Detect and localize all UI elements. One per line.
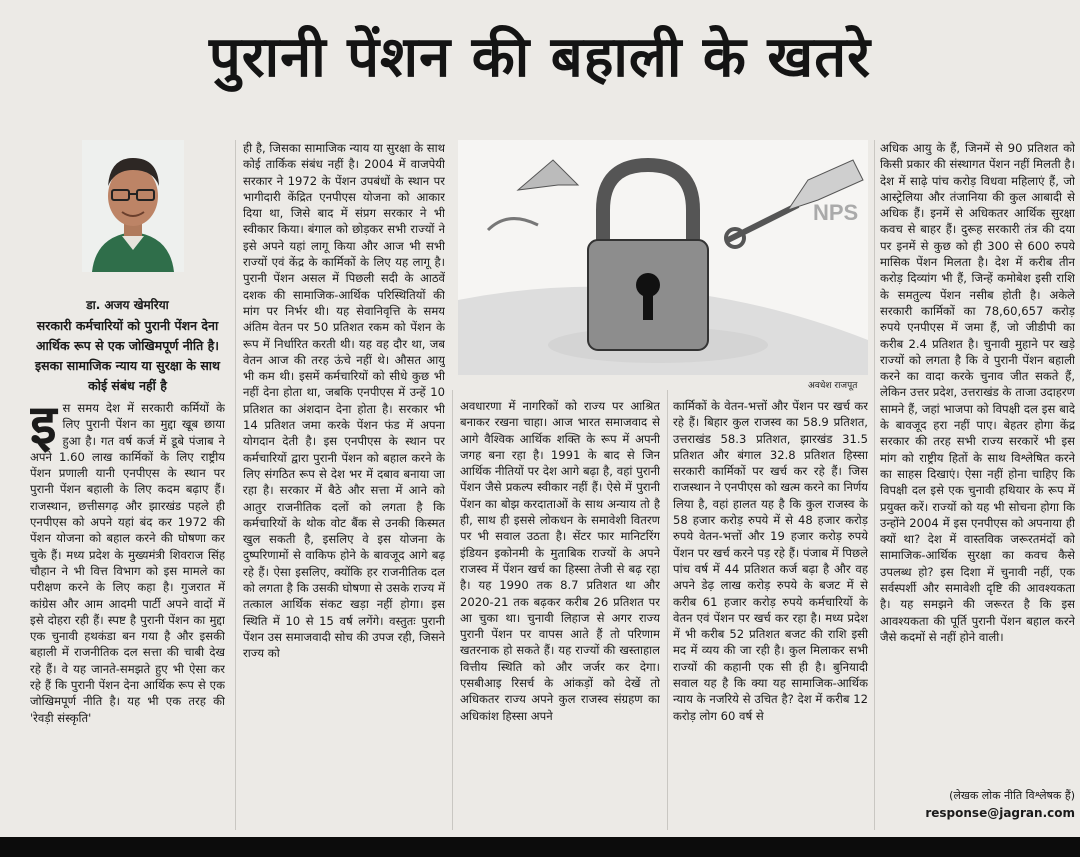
- column-divider: [235, 140, 236, 830]
- author-name: डा. अजय खेमरिया: [86, 298, 169, 312]
- column-1: [30, 400, 225, 830]
- bottom-bar: [0, 837, 1080, 857]
- column-3-text: अवधारणा में नागरिकों को राज्य पर आश्रित बनाकर रखना चाहा। आज भारत समाजवाद से आगे वैश्विक आर्थिक शक्ति के रूप में अपनी जगह बना रहा है। 1991 के बाद से जिन आर्थिक नीतियों पर देश आगे बढ़ा है, वहां पुरानी पेंशन जैसे प्रकल्प स्वीकार नहीं हैं। ऐसे में पुरानी पेंशन का बोझ करदाताओं के साथ अन्याय तो है ही, साथ ही इससे लोकधन के समावेशी वितरण पर भी सवाल उठता है। सेंटर फार मानिटरिंग इंडियन इकोनमी के मुताबिक राज्यों के अपने राजस्व में पेंशन खर्च का हिस्सा तेजी से बढ़ रहा है। यह 1990 तक 8.7 प्रतिशत था और 2020-21 तक बढ़कर करीब 26 प्रतिशत पर आ चुका था। चुनावी लिहाज से अगर राज्य पुरानी पेंशन पर वापस आते हैं तो परिणाम खतरनाक हो सकते हैं। यह राज्यों की खस्ताहाल वित्तीय स्थिति को और जर्जर कर देगा। एसबीआइ रिसर्च के आंकड़ों को देखें तो अधिकतर राज्य अपने कुल राजस्व संग्रहण का अधिकांश हिस्सा अपने: [460, 399, 660, 723]
- column-divider: [452, 390, 453, 830]
- column-1-text: स समय देश में सरकारी कर्मियों के लिए पुरानी पेंशन का मुद्दा खूब छाया हुआ है। गत वर्ष कर्ज में डूबे पंजाब ने अपने 1.60 लाख कार्मिकों के लिए राष्ट्रीय पेंशन प्रणाली यानी एनपीएस के स्थान पर पुरानी पेंशन बहाली के लिए कदम बढ़ाए हैं। राजस्थान, छत्तीसगढ़ और झारखंड पहले ही एनपीएस को अपने यहां बंद कर 1972 की पेंशन योजना को बहाल करने की घोषणा कर चुके हैं। मध्य प्रदेश के मुख्यमंत्री शिवराज सिंह चौहान ने भी वित्त विभाग को इस मामले का परीक्षण करने के लिए कहा है। गुजरात में कांग्रेस और आम आदमी पार्टी अपने वादों में इसे दोहरा रही हैं। स्पष्ट है पुरानी पेंशन का मुद्दा एक चुनावी हथकंडा बन गया है और इसकी बहाली में राजनीतिक दल सत्ता की चाबी देख रहे हैं। वे यह जानते-समझते हुए भी ऐसा कर रहे हैं कि पुरानी पेंशन देना आर्थिक रूप से एक जोखिमपूर्ण नीति है। यह भी एक तरह की 'रेवड़ी संस्कृति': [30, 401, 225, 725]
- column-divider: [874, 140, 875, 830]
- column-5: [880, 140, 1075, 785]
- headline: पुरानी पेंशन की बहाली के खतरे: [208, 25, 872, 90]
- author-quote: सरकारी कर्मचारियों को पुरानी पेंशन देना आर्थिक रूप से एक जोखिमपूर्ण नीति है। इसका सामाजिक न्याय या सुरक्षा के साथ कोई संबंध नहीं है: [35, 318, 220, 393]
- column-2-text: ही है, जिसका सामाजिक न्याय या सुरक्षा के साथ कोई तार्किक संबंध नहीं है। 2004 में वाजपेयी सरकार ने 1972 के पेंशन उपबंधों के स्थान पर भागीदारी केंद्रित एनपीएस योजना को आकार दिया था, जिसे बाद में संप्रग सरकार ने भी स्वीकार किया। बंगाल को छोड़कर सभी राज्यों ने इसे अपने यहां लागू किया और आज भी सभी राज्यों एवं केंद्र के कार्मिकों के लिए यह लागू है। पुरानी पेंशन असल में पिछली सदी के आठवें दशक की सामाजिक-आर्थिक परिस्थितियों की मांग पर निर्भर थी। यह सेवानिवृत्ति के समय अंतिम वेतन पर 50 प्रतिशत रकम को पेंशन के रूप में निर्धारित करती थी। यह वह दौर था, जब वेतन आज की तरह ऊंचे नहीं थे। औसत आयु भी कम थी। इसमें कर्मचारियों को सीधे कुछ भी नहीं देना होता था, जबकि एनपीएस में उन्हें 10 प्रतिशत का अंशदान देना होता है। सरकार भी 14 प्रतिशत जमा करके पेंशन फंड में अपना योगदान देती है। इस एनपीएस के स्थान पर कर्मचारियों द्वारा पुरानी पेंशन को बहाल करने के लिए संगठित रूप से देश भर में दबाव बनाया जा रहा है। सरकार में बैठे और सत्ता में आने को आतुर राजनीतिक दलों को लगता है कि कर्मचारियों के थोक वोट बैंक से उनकी किस्मत खुल सकती है, इसलिए वे इस योजना के दुष्परिणामों से वाकिफ होने के बावजूद आगे बढ़ रहे हैं। ऐसा इसलिए, क्योंकि हर राजनीतिक दल को लगता है कि उसकी घोषणा से उसके राज्य में तत्काल आर्थिक संकट खड़ा नहीं होगा। इस स्थिति में 10 से 15 वर्ष लगेंगे। वस्तुतः पुरानी पेंशन उस समाजवादी सोच की उपज रही, जिसने राज्य को: [243, 141, 445, 661]
- column-4: [673, 398, 868, 830]
- response-email[interactable]: response@jagran.com: [925, 806, 1075, 820]
- author-photo: [82, 140, 184, 272]
- cartoon-label: NPS: [813, 200, 859, 225]
- column-5-text: अधिक आयु के हैं, जिनमें से 90 प्रतिशत को किसी प्रकार की संस्थागत पेंशन नहीं मिलती है। देश में साढ़े पांच करोड़ विधवा महिलाएं हैं, जो आस्ट्रेलिया और तंजानिया की कुल आबादी से अधिक हैं। इनमें से अधिकतर आर्थिक सुरक्षा कवच से बाहर हैं। दुरूह सरकारी तंत्र की दया पर इनमें से कुछ को ही 300 से 600 रुपये मासिक पेंशन मिलता है। देश में करीब तीन करोड़ दिव्यांग भी हैं, जिन्हें कमोबेश इसी राशि के समतुल्य पेंशन नसीब होती है। अकेले सरकारी कार्मिकों का 78,60,657 करोड़ रुपये एनपीएस में जमा हैं, जो जीडीपी का करीब 2.4 प्रतिशत है। चुनावी मुहाने पर खड़े राज्यों को लगता है कि वे पुरानी पेंशन बहाली करने का वादा करके चुनाव जीत सकते हैं, लेकिन उत्तर प्रदेश, उत्तराखंड के ताजा उदाहरण सामने हैं, जहां भाजपा को विपक्षी दल इस बादे के बावजूद हरा नहीं पाए। बेहतर होगा केंद्र सरकार की तरह सभी राज्य सरकारें भी इस मांग को राष्ट्रीय हितों के साथ विश्लेषित करने का साहस दिखाएं। ऐसा नहीं होना चाहिए कि विपक्षी दल इसे एक चुनावी हथियार के रूप में प्रयुक्त करें। राज्यों को यह भी सोचना होगा कि उन्होंने 2004 में इस एनपीएस को अपनाया ही क्यों था? देश में वास्तविक जरूरतमंदों को सामाजिक-आर्थिक सुरक्षा का कवच कैसे उपलब्ध हो? इस दिशा में चुनावी नहीं, एक सर्वस्पर्शी और समावेशी दृष्टि की आवश्यकता है। यह समझने की जरूरत है कि इस आवश्यकता की पूर्ति पुरानी पेंशन बहाल करने जैसे कदमों से नहीं होने वाली।: [880, 141, 1075, 644]
- cartoon-illustration: [458, 140, 868, 375]
- author-note: (लेखक लोक नीति विश्लेषक हैं): [949, 789, 1075, 802]
- dropcap: इ: [30, 400, 57, 456]
- column-2: [243, 140, 445, 830]
- column-divider: [667, 390, 668, 830]
- cartoon-credit: अवधेश राजपूत: [808, 381, 858, 391]
- column-4-text: कार्मिकों के वेतन-भत्तों और पेंशन पर खर्च कर रहे हैं। बिहार कुल राजस्व का 58.9 प्रतिशत, उत्तराखंड 58.3 प्रतिशत, झारखंड 31.5 प्रतिशत और बंगाल 32.8 प्रतिशत हिस्सा सरकारी कार्मिकों पर खर्च कर रहे हैं। जिस राजस्थान ने एनपीएस को खत्म करने का निर्णय लिया है, वहां हालत यह है कि कुल राजस्व के 58 हजार करोड़ रुपये में से 48 हजार करोड़ रुपये वेतन-भत्तों और 19 हजार करोड़ रुपये पेंशन पर खर्च करने पड़ रहे हैं। पंजाब में पिछले पांच वर्ष में 44 प्रतिशत कर्ज बढ़ा है और वह अपने डेढ़ लाख करोड़ रुपये के बजट में से करीब 61 हजार करोड़ रुपये कर्मचारियों के वेतन एवं पेंशन पर खर्च कर रहा है। मध्य प्रदेश में भी करीब 52 प्रतिशत बजट की राशि इसी मद में व्यय की जा रही है। कुल मिलाकर सभी राज्यों की कहानी एक सी ही है। बुनियादी सवाल यह है कि क्या यह सामाजिक-आर्थिक न्याय के नजरिये से उचित है? देश में करीब 12 करोड़ लोग 60 वर्ष से: [673, 399, 868, 723]
- column-3: [460, 398, 660, 830]
